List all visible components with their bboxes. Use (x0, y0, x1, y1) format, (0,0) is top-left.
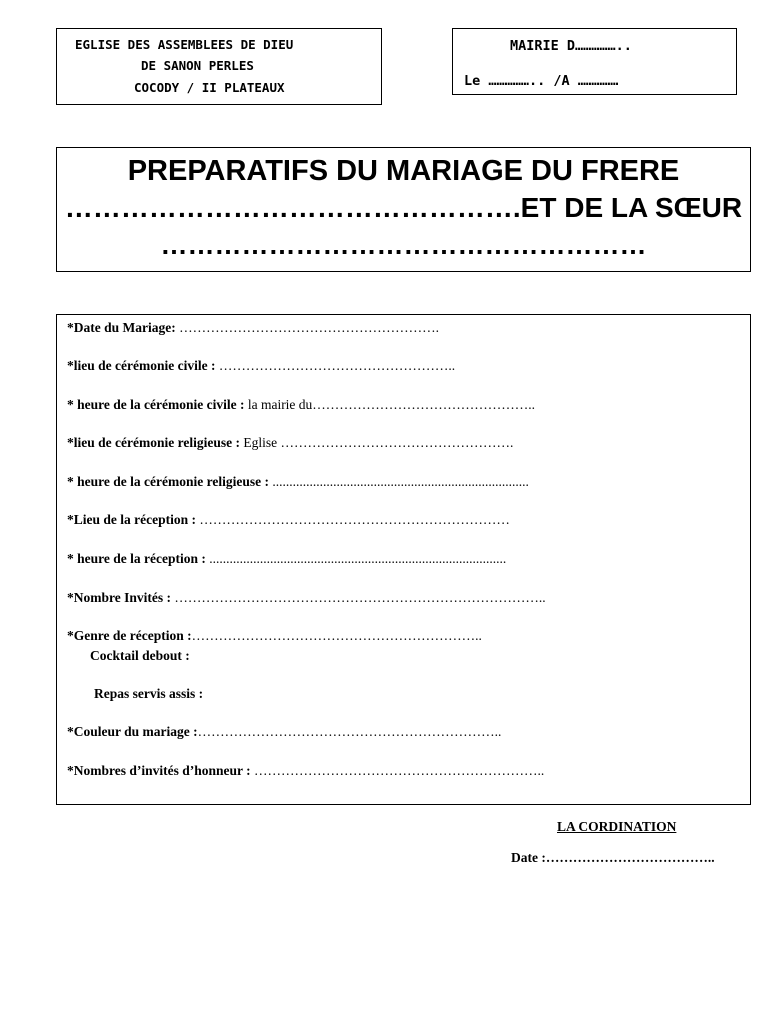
field-reception-place[interactable] (67, 512, 510, 528)
church-location: COCODY / II PLATEAUX (134, 80, 285, 95)
mairie-line: MAIRIE D…………….. (510, 38, 632, 54)
field-label: Cocktail debout : (90, 648, 190, 663)
field-blank[interactable]: …………………………………………………………… (195, 512, 510, 527)
field-label: *lieu de cérémonie religieuse : (67, 435, 240, 450)
field-wedding-color[interactable] (67, 724, 501, 740)
field-civil-ceremony-time[interactable] (67, 397, 535, 413)
mairie-header-box (452, 28, 737, 95)
field-label: Repas servis assis : (94, 686, 204, 701)
field-civil-ceremony-place[interactable] (67, 358, 455, 374)
field-label: *Genre de réception : (67, 628, 192, 643)
field-guest-count[interactable] (67, 590, 546, 606)
field-label: * heure de la cérémonie religieuse : (67, 474, 269, 489)
field-religious-ceremony-place[interactable] (67, 435, 513, 451)
option-seated-meal[interactable] (94, 686, 203, 702)
field-blank[interactable]: ………………………………………………………….. (197, 724, 502, 739)
field-blank[interactable]: ............................................................................ (268, 474, 529, 489)
field-reception-type[interactable] (67, 628, 482, 644)
date-place-line: Le …………….. /A …………… (464, 73, 619, 89)
field-label: *Couleur du mariage : (67, 724, 198, 739)
church-name: EGLISE DES ASSEMBLEES DE DIEU (75, 37, 294, 52)
field-label: *Date du Mariage: (67, 320, 176, 335)
title-box (56, 147, 751, 272)
field-label: *Lieu de la réception : (67, 512, 196, 527)
field-blank[interactable]: ……………………………………………………………………….. (171, 590, 546, 605)
option-cocktail-standing[interactable] (90, 648, 190, 664)
church-header-box (56, 28, 382, 105)
field-blank[interactable]: ........................................................................................ (205, 551, 507, 566)
coordination-date[interactable]: Date :……………………………….. (511, 850, 715, 865)
field-label: *Nombres d’invités d’honneur : (67, 763, 251, 778)
field-label: * heure de la réception : (67, 551, 206, 566)
field-religious-ceremony-time[interactable] (67, 474, 529, 490)
church-branch: DE SANON PERLES (141, 58, 254, 73)
field-label: *lieu de cérémonie civile : (67, 358, 216, 373)
coordination-title: LA CORDINATION (557, 819, 677, 834)
field-blank[interactable]: ……………………………………………………….. (191, 628, 482, 643)
field-label: *Nombre Invités : (67, 590, 171, 605)
field-reception-time[interactable] (67, 551, 506, 567)
field-blank[interactable]: ……………………………………………………….. (250, 763, 545, 778)
field-blank[interactable]: Eglise ……………………………………………. (239, 435, 514, 450)
page-title: PREPARATIFS DU MARIAGE DU FRERE (127, 155, 680, 187)
title-blank-line: ……………………………………………… (160, 230, 647, 260)
field-guests-of-honor-count[interactable] (67, 763, 544, 779)
field-blank[interactable]: la mairie du………………………………………….. (244, 397, 536, 412)
field-wedding-date[interactable] (67, 320, 439, 336)
form-box (56, 314, 751, 805)
field-blank[interactable]: …………………………………………….. (215, 358, 456, 373)
title-groom-bride-line: ………………………………………….ET DE LA SŒUR (64, 192, 743, 223)
field-blank[interactable]: …………………………………………………. (175, 320, 439, 335)
field-label: * heure de la cérémonie civile : (67, 397, 245, 412)
